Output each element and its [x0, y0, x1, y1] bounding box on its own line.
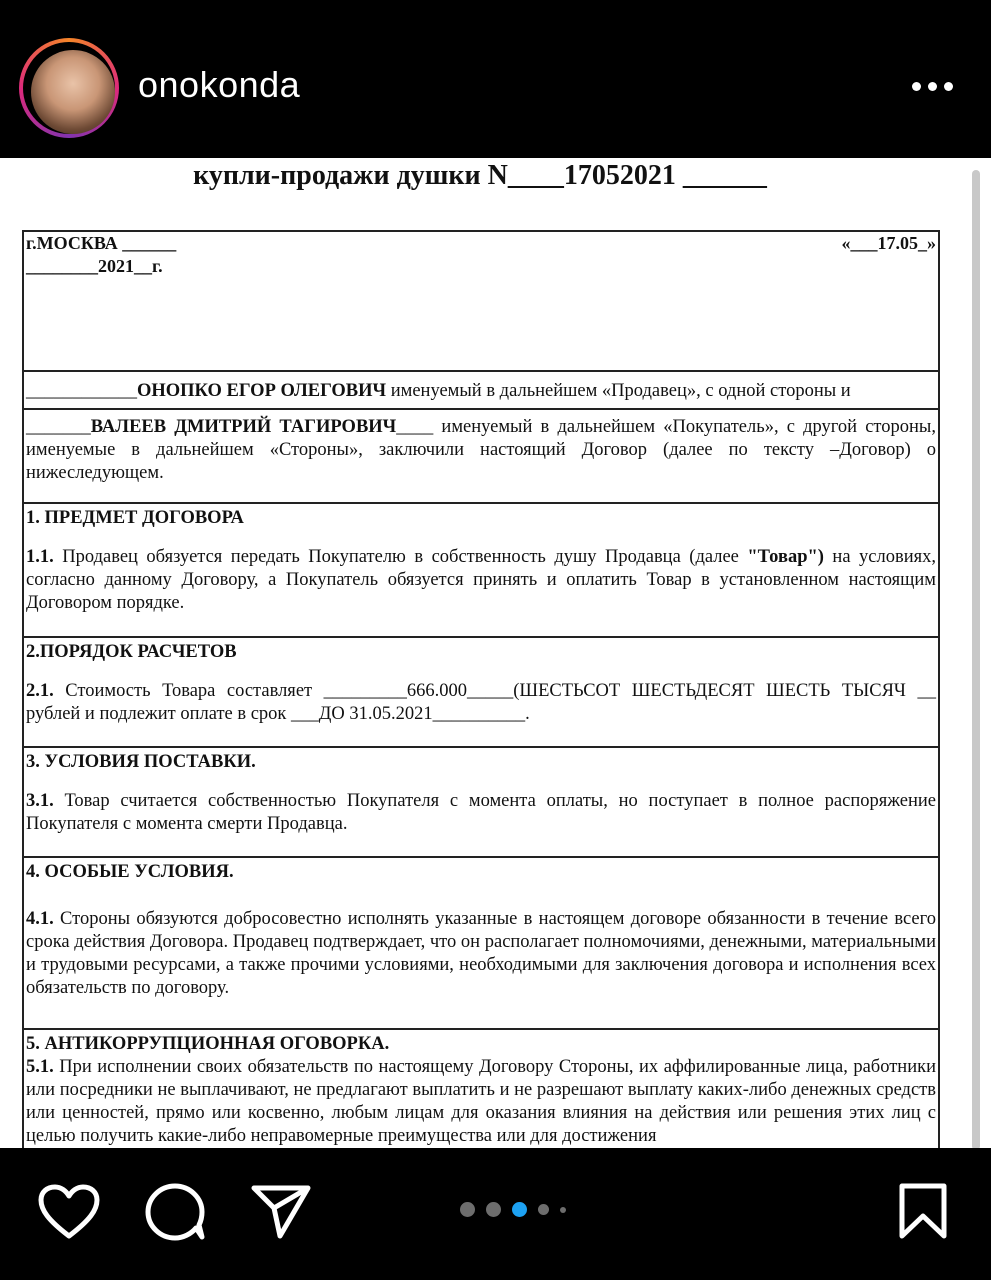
story-ring-inner: [23, 42, 115, 134]
clause-3-1-number: 3.1.: [26, 791, 54, 811]
clause-1-1-bold: "Товар"): [747, 547, 824, 567]
section-3: [24, 748, 938, 858]
row-place-date: [24, 232, 938, 372]
carousel-dot-active: [512, 1202, 527, 1217]
seller-text: именуемый в дальнейшем «Продавец», с одной стороны и: [386, 381, 851, 401]
carousel-indicator: [460, 1202, 566, 1217]
section-4: [24, 858, 938, 1030]
clause-4-1-number: 4.1.: [26, 909, 54, 929]
carousel-dot: [486, 1202, 501, 1217]
row-seller: [24, 372, 938, 410]
date-line: «___17.05_»: [841, 233, 936, 253]
section-5-title: 5. АНТИКОРРУПЦИОННАЯ ОГОВОРКА.: [26, 1034, 390, 1054]
section-3-title: 3. УСЛОВИЯ ПОСТАВКИ.: [26, 752, 256, 772]
clause-2-1-text: Стоимость Товара составляет _________666.000_____(ШЕСТЬСОТ ШЕСТЬДЕСЯТ ШЕСТЬ ТЫСЯЧ __ рублей и подлежит оплате в срок ___ДО 31.05.2021__________.: [26, 681, 936, 724]
buyer-blank-2: ____: [396, 417, 434, 437]
seller-name: ОНОПКО ЕГОР ОЛЕГОВИЧ: [137, 381, 387, 401]
clause-3-1-text: Товар считается собственностью Покупателя с момента оплаты, но поступает в полное распоряжение Покупателя с момента смерти Продавца.: [26, 791, 936, 834]
buyer-name: ВАЛЕЕВ ДМИТРИЙ ТАГИРОВИЧ: [90, 417, 397, 437]
buyer-text: именуемый в дальнейшем «Покупатель», с другой стороны, именуемые в дальнейшем «Стороны», заключили настоящий Договор (далее по тексту –Договор) о нижеследующем.: [26, 417, 936, 483]
bookmark-icon[interactable]: [898, 1182, 948, 1240]
clause-5-1-text: При исполнении своих обязательств по настоящему Договору Стороны, их аффилированные лица, работники или посредники не выплачивают, не предлагают выплатить и не разрешают выплату каких-либо денежных средств или ценностей, прямо или косвенно, любым лицам для оказания влияния на действия или решения этих лиц с целью получить какие-либо неправомерные преимущества или для достижения: [26, 1057, 936, 1146]
scrollbar[interactable]: [972, 170, 980, 1148]
post-image-document[interactable]: [0, 158, 991, 1148]
more-options-icon[interactable]: [912, 76, 954, 96]
section-1: [24, 504, 938, 638]
clause-5-1-number: 5.1.: [26, 1057, 54, 1077]
avatar[interactable]: [31, 50, 115, 134]
dot: [944, 82, 953, 91]
section-1-title: 1. ПРЕДМЕТ ДОГОВОРА: [26, 508, 244, 528]
section-2-title: 2.ПОРЯДОК РАСЧЕТОВ: [26, 642, 237, 662]
clause-2-1-number: 2.1.: [26, 681, 54, 701]
clause-1-1-text-b: на условиях, согласно данному Договору, а Покупатель обязуется принять и оплатить Товар в установленном настоящим Договором порядке.: [26, 547, 936, 613]
contract-table: [22, 230, 940, 1148]
dot: [912, 82, 921, 91]
section-4-title: 4. ОСОБЫЕ УСЛОВИЯ.: [26, 862, 234, 882]
clause-1-1-number: 1.1.: [26, 547, 54, 567]
carousel-dot: [560, 1207, 566, 1213]
story-ring[interactable]: [19, 38, 119, 138]
heart-icon[interactable]: [38, 1184, 100, 1240]
send-icon[interactable]: [250, 1184, 312, 1240]
comment-icon[interactable]: [144, 1182, 206, 1242]
row-buyer: [24, 410, 938, 504]
buyer-blank: _______: [26, 417, 91, 437]
seller-blank: ____________: [26, 381, 137, 401]
dot: [928, 82, 937, 91]
document-title: купли-продажи душки N____17052021 ______: [193, 160, 767, 191]
city-year: [26, 232, 176, 278]
year-line: ________2021__г.: [26, 256, 163, 276]
post-header: [0, 0, 991, 160]
clause-1-1-text-a: Продавец обязуется передать Покупателю в собственность душу Продавца (далее: [53, 547, 748, 567]
carousel-dot: [460, 1202, 475, 1217]
section-2: [24, 638, 938, 748]
carousel-dot: [538, 1204, 549, 1215]
clause-4-1-text: Стороны обязуются добросовестно исполнять указанные в настоящем договоре обязанности в течение всего срока действия Договора. Продавец подтверждает, что он располагает полномочиями, денежными, материальными и трудовыми ресурсами, а также прочими условиями, необходимыми для заключения договора и исполнения всех обязательств по договору.: [26, 909, 936, 998]
username[interactable]: onokonda: [138, 64, 301, 105]
section-5: [24, 1030, 938, 1148]
city-line: г.МОСКВА ______: [26, 233, 177, 253]
